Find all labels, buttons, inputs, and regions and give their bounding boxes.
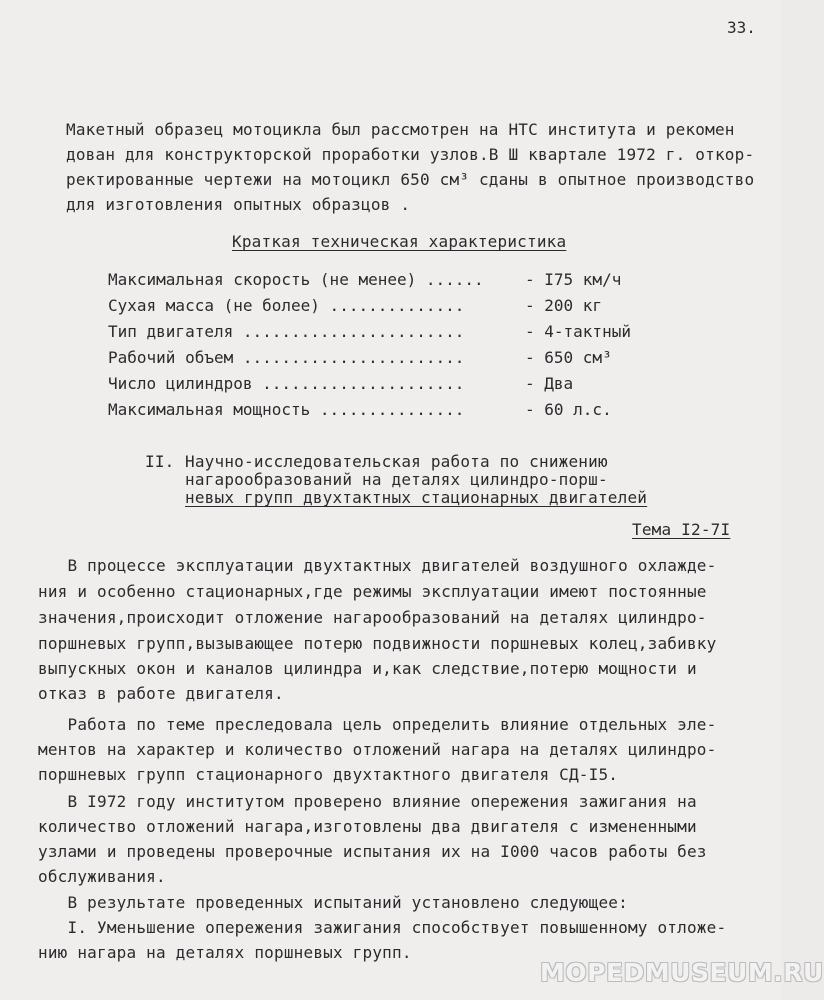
body-line: В I972 году институтом проверено влияние опережения зажигания на	[38, 792, 697, 811]
spec-value: - 650 см³	[525, 348, 612, 367]
intro-line: Макетный образец мотоцикла был рассмотрен на НТС института и рекомен	[66, 120, 735, 139]
spec-label: Сухая масса (не более) ..............	[108, 296, 465, 315]
section-title-line: невых групп двухтактных стационарных двигателей	[185, 488, 648, 507]
spec-value: - I75 км/ч	[525, 270, 622, 289]
spec-label: Максимальная скорость (не менее) ......	[108, 270, 484, 289]
spec-label: Рабочий объем .......................	[108, 348, 465, 367]
page-number: 33.	[727, 18, 756, 37]
body-line: Работа по теме преследовала цель определить влияние отдельных эле-	[38, 715, 717, 734]
section-title-line: нагарообразований на деталях цилиндро-порш-	[185, 470, 608, 489]
body-line: обслуживания.	[38, 867, 166, 886]
section-title-line: Научно-исследовательская работа по снижению	[185, 452, 608, 471]
section-number: II.	[145, 452, 175, 471]
body-line: ния и особенно стационарных,где режимы эксплуатации имеют постоянные	[38, 582, 707, 601]
body-line: поршневых групп,вызывающее потерю подвижности поршневых колец,забивку	[38, 634, 717, 653]
spec-label: Тип двигателя .......................	[108, 322, 465, 341]
spec-value: - 200 кг	[525, 296, 603, 315]
theme-label: Тема I2-7I	[632, 520, 731, 539]
body-line: В процессе эксплуатации двухтактных двигателей воздушного охлажде-	[38, 556, 717, 575]
intro-line: ректированные чертежи на мотоцикл 650 см³ сданы в опытное производство	[66, 170, 755, 189]
spec-value: - Два	[525, 374, 574, 393]
intro-line: для изготовления опытных образцов .	[66, 195, 411, 214]
spec-label: Число цилиндров .....................	[108, 374, 465, 393]
body-line: значения,происходит отложение нагарообразований на деталях цилиндро-	[38, 608, 707, 627]
body-line: узлами и проведены проверочные испытания их на I000 часов работы без	[38, 842, 707, 861]
body-line: ментов на характер и количество отложений нагара на деталях цилиндро-	[38, 740, 717, 759]
body-line: нию нагара на деталях поршневых групп.	[38, 943, 412, 962]
spec-value: - 4-тактный	[525, 322, 631, 341]
site-watermark: MOPEDMUSEUM.RU	[540, 958, 824, 987]
body-line: количество отложений нагара,изготовлены два двигателя с измененными	[38, 817, 697, 836]
intro-line: дован для конструкторской проработки узлов.В Ш квартале 1972 г. откор-	[66, 145, 755, 164]
spec-value: - 60 л.с.	[525, 400, 612, 419]
body-line: В результате проведенных испытаний установлено следующее:	[38, 893, 628, 912]
spec-title: Краткая техническая характеристика	[232, 232, 567, 251]
body-line: поршневых групп стационарного двухтактного двигателя СД-I5.	[38, 765, 619, 784]
body-line: I. Уменьшение опережения зажигания способствует повышенному отложе-	[38, 918, 727, 937]
spec-label: Максимальная мощность ...............	[108, 400, 465, 419]
body-line: выпускных окон и каналов цилиндра и,как следствие,потерю мощности и	[38, 659, 697, 678]
body-line: отказ в работе двигателя.	[38, 684, 284, 703]
